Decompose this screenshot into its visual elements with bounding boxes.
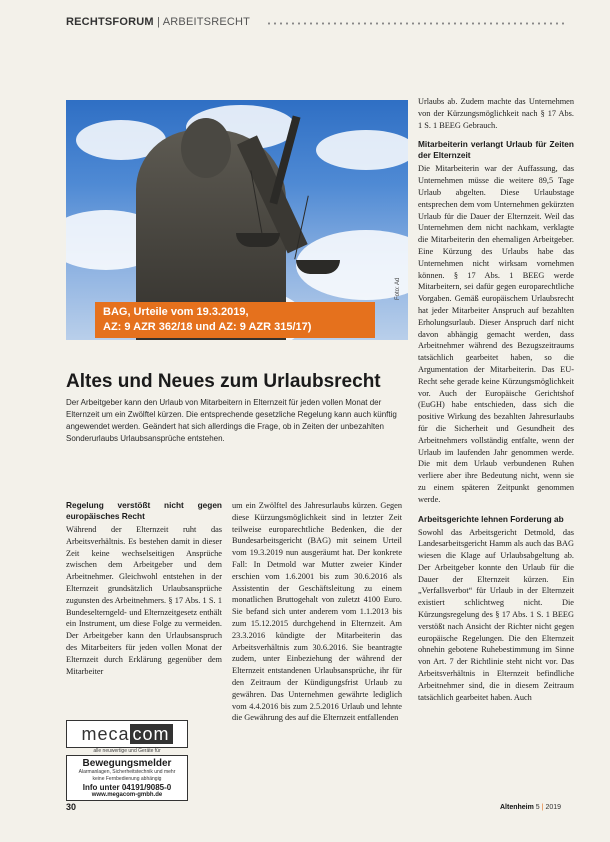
ad-box [66,755,188,801]
col3-subheading-2: Arbeitsgerichte lehnen Forderung ab [418,513,564,524]
col2-body: um ein Zwölftel des Jahresurlaubs kürzen. Gegen diese Kürzungsmöglichkeit sind in letzter Zeit teilweise europarechtliche Bedenken, die der Bundesarbeitsgericht (BAG) mit seinem Urteil vom 19.3.2019 nun ausgeräumt hat. Der konkrete Fall: In Detmold war Mutter zweier Kinder erschien vom 1.6.2001 bis zum 30.6.2016 als Assistentin der Geschäftsleitung zu einem monatlichen Bruttogehalt von zuletzt 4100 Euro. Sie befand sich unter anderem vom 1.1.2013 bis zum 15.12.2015 durchgehend in Elternzeit. Am 23.3.2016 kündigte der Mitarbeiterin das Arbeitsverhältnis zum 30.6.2016. Sie beantragte zudem, unter Einbeziehung der während der Elternzeit entstandenen Urlaubsansprüche, ihr für den Zeitraum der Kündigungsfrist Urlaub zu gewähren. Das Unternehmen gewährte lediglich vom 4.4.2016 bis zum 2.5.2016 Urlaub und lehnte die Gewährung des auf die Elternzeit entfallenden [232,501,402,723]
col3-body-1: Urlaubs ab. Zudem machte das Unternehmen von der Kürzungsmöglichkeit nach § 17 Abs. 1 S. 1 BEEG Gebrauch. [418,97,574,130]
photo-credit: Foto: Ad [395,277,401,300]
ad-url[interactable]: www.megacom-gmbh.de [91,792,163,798]
footer-issue: 5 [535,804,540,811]
col1-body: Während der Elternzeit ruht das Arbeitsverhältnis. Es bestehen damit in dieser Zeit keine wechselseitigen Ansprüche zwischen dem Arbeitgeber und dem Arbeitnehmer. Gleichwohl entstehen in der Elternzeit grundsätzlich Urlaubsansprüche zugunsten des Arbeitnehmers. § 17 Abs. 1 S. 1 Bundeselterngeld- und Elternzeitgesetz enthält ein Instrument, um diese Folge zu vermeiden. Der Arbeitgeber kann den Urlaubsanspruch des Mitarbeiters für jeden vollen Monat der Elternzeit durch Erklärung gegenüber dem Mitarbeiter [66,525,222,676]
ad-logo-right: com [130,724,173,744]
column-3 [418,96,574,703]
col3-subheading-1: Mitarbeiterin verlangt Urlaub für Zeiten der Elternzeit [418,139,574,161]
advertisement[interactable] [66,720,222,815]
ruling-banner [95,302,375,338]
page-number: 30 [66,802,77,812]
ad-logo [66,720,188,748]
ad-tagline: alle neuwertige und Geräte für [93,748,161,754]
magazine-footer: Altenheim 5 | 2019 [500,804,562,811]
rubric-main: RECHTSFORUM [66,16,154,28]
rubric-separator: | [153,16,163,28]
ad-subtitle-2: keine Fernbedienung abhängig [92,776,162,782]
banner-line-2: AZ: 9 AZR 362/18 und AZ: 9 AZR 315/17) [103,321,312,333]
article-headline: Altes und Neues zum Urlaubsrecht [66,371,381,392]
banner-line-1: BAG, Urteile vom 19.3.2019, [103,306,249,318]
ad-title: Bewegungsmelder [82,758,172,769]
rubric-dotted-rule [266,22,566,25]
column-1 [66,500,222,677]
col3-body-3: Sowohl das Arbeitsgericht Detmold, das Landesarbeitsgericht Hamm als auch das BAG wiesen die Klage auf Urlaubsabgeltung ab. Der Arbeitgeber konnte den Urlaub für die Dauer der Elternzeit kürzen. Ein „Verfallsverbot“ für Urlaub in der Elternzeit existiert schlichtweg nicht. Die Kürzungsregelung des § 17 Abs. 1 S. 1 BEEG verstößt nach Ansicht der Richter nicht gegen europäische Regelungen. Die den Elternzeit ohnehin gebotene Ruhebestimmung im Sinne von Art. 7 der Richtlinie steht nicht vor. Das Arbeitsverhältnis in Elternzeit befindliche Arbeitnehmer sind, die in diesem Zeitraum tatsächlich gearbeitet haben. Auch [418,527,574,702]
section-rubric [66,16,250,28]
footer-magazine: Altenheim [500,804,534,811]
ad-subtitle-1: Alarmanlagen, Sicherheitstechnik und mehr [78,769,176,775]
footer-year: 2019 [545,804,562,811]
col1-subheading: Regelung verstößt nicht gegen europäisches Recht [66,500,222,521]
ad-logo-left: meca [81,724,130,744]
column-2 [232,500,402,724]
rubric-sub: ARBEITSRECHT [162,16,251,28]
statue-head [181,118,231,178]
article-lead: Der Arbeitgeber kann den Urlaub von Mitarbeitern in Elternzeit für jeden vollen Monat der Elternzeit um ein Zwölftel kürzen. Die entsprechende gesetzliche Regelung kann auch künftig angewendet werden. Geändert hat sich allerdings die Frage, ob in Zeiten der unbezahlten Sonderurlaubs Urlaubsansprüche entstehen. [66,398,397,443]
col3-body-2: Die Mitarbeiterin war der Auffassung, das Unternehmen müsse die weitere 89,5 Tage Urlaub abgelten. Diese Urlaubstage entsprechen dem vom Unternehmen gekürzten Urlaub für die Dauer der Elternzeit. Weil das Unternehmen dem nicht nachkam, verklagte die Mitarbeiterin den ehemaligen Arbeitgeber. Eine Kürzung des Urlaubs habe das Unternehmen nicht wirksam vornehmen können. § 17 Abs. 1 BEEG werde Mitarbeitern, sei dafür gegen europarechtliche Vorgaben. Gemäß europäischem Urlaubsrecht hat jeder Mitarbeiter Anspruch auf bezahlten Erholungsurlaub. Dieser Anspruch darf nicht davon abhängig gemacht werden, dass Arbeitnehmer während des Bezugszeitraums tatsächlich gearbeitet haben, so die Argumentation der Mitarbeiterin. Das EU-Recht sehe gerade keine Kürzungsmöglichkeit vor. Auch der Europäische Gerichtshof (EuGH) habe entschieden, dass sich die positive Wirkung des bezahlten Jahresurlaubs für die Sicherheit und Gesundheit des Arbeitnehmers vollständig entfalte, wenn der Urlaub im laufenden Jahr genommen werde. Die mit dem Urlaub verbundenen Ruhen verliere aber ihre Bedeutung nicht, wenn sie zu einem späteren Zeitpunkt genommen werde. [418,164,574,504]
ad-phone: Info unter 04191/9085-0 [82,783,172,792]
